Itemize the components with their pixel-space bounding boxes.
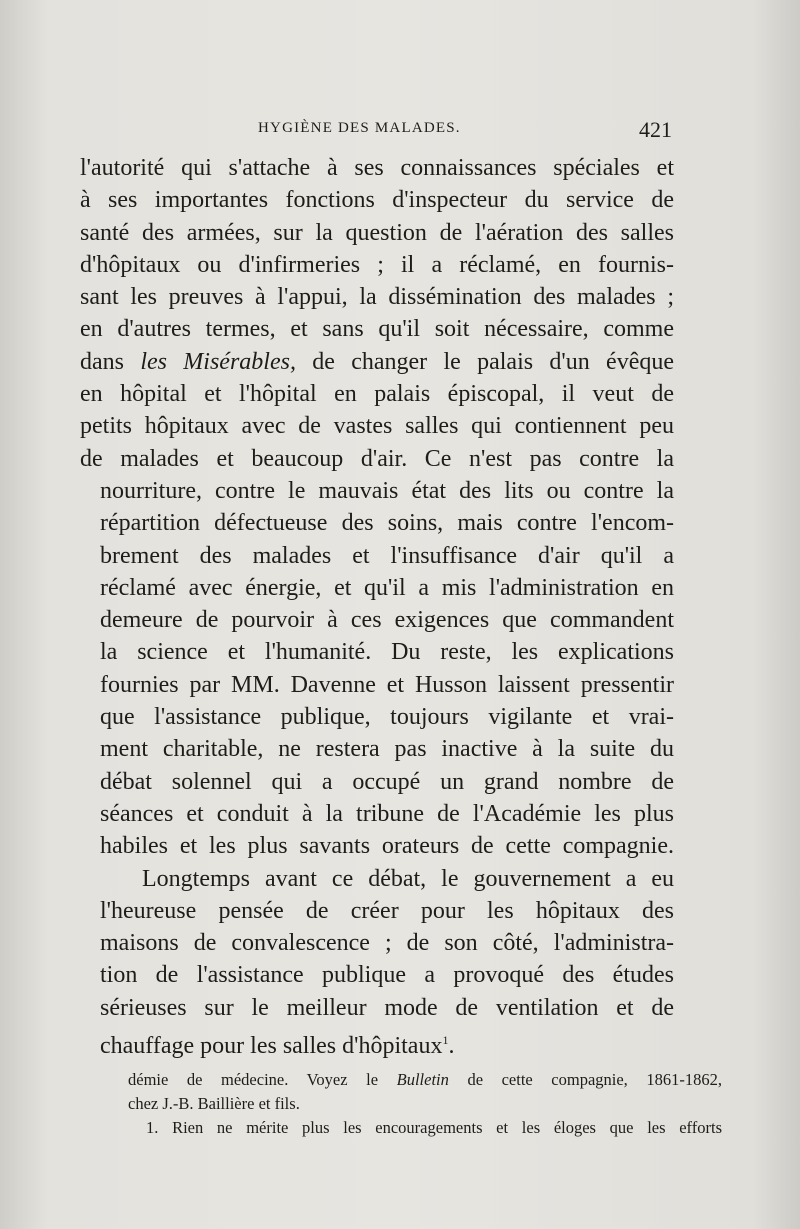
paragraph-start-line: Longtemps avant ce débat, le gouvernement a eu <box>142 865 674 892</box>
text-line: l'heureuse pensée de créer pour les hôpitaux des <box>100 897 674 924</box>
text-line: que l'assistance publique, toujours vigilante et vrai- <box>100 704 674 731</box>
text-line: brement des malades et l'insuffisance d'air qu'il a <box>100 542 674 569</box>
text-line: ment charitable, ne restera pas inactive à la suite du <box>100 736 674 763</box>
text-fragment: chauffage pour les salles d'hôpitaux <box>100 1033 443 1060</box>
text-line-with-italic <box>80 346 674 378</box>
text-fragment: . <box>448 1033 455 1060</box>
page-number: 421 <box>639 117 672 142</box>
text-fragment: démie de médecine. Voyez le <box>128 1070 397 1089</box>
text-line: en hôpital et l'hôpital en palais épiscopal, il veut de <box>80 381 674 408</box>
text-line: nourriture, contre le mauvais état des lits ou contre la <box>100 477 674 504</box>
text-line: réclamé avec énergie, et qu'il a mis l'administration en <box>100 574 674 601</box>
text-line: fournies par MM. Davenne et Husson laissent pressentir <box>100 671 674 698</box>
footnote-continuation-line: chez J.-B. Baillière et fils. <box>128 1094 300 1113</box>
text-line: à ses importantes fonctions d'inspecteur du service de <box>80 187 674 214</box>
page-header <box>80 117 672 145</box>
text-line: en d'autres termes, et sans qu'il soit nécessaire, comme <box>80 316 674 343</box>
text-fragment: de changer le palais d'un évêque <box>295 348 674 375</box>
footnote-reference[interactable]: 1 <box>442 1033 449 1048</box>
text-line: répartition défectueuse des soins, mais contre l'encom- <box>100 510 674 537</box>
text-line: tion de l'assistance publique a provoqué des études <box>100 962 674 989</box>
text-fragment: dans <box>80 348 141 375</box>
text-line: débat solennel qui a occupé un grand nombre de <box>100 768 674 795</box>
running-title: HYGIÈNE DES MALADES. <box>258 120 461 136</box>
text-line: sant les preuves à l'appui, la dissémination des malades ; <box>80 284 674 311</box>
text-line: demeure de pourvoir à ces exigences que commandent <box>100 607 674 634</box>
text-line: petits hôpitaux avec de vastes salles qui contiennent peu <box>80 413 674 440</box>
text-line: sérieuses sur le meilleur mode de ventilation et de <box>100 994 674 1021</box>
text-line: maisons de convalescence ; de son côté, l'administra- <box>100 930 674 957</box>
text-line: la science et l'humanité. Du reste, les explications <box>100 639 674 666</box>
footnote-continuation-line <box>128 1068 722 1092</box>
italic-title: les Misérables, <box>140 348 296 375</box>
footnote-1: 1. Rien ne mérite plus les encouragements et les éloges que les efforts <box>146 1118 722 1137</box>
text-line: de malades et beaucoup d'air. Ce n'est pas contre la <box>80 445 674 472</box>
text-line: séances et conduit à la tribune de l'Académie les plus <box>100 800 674 827</box>
text-line: l'autorité qui s'attache à ses connaissances spéciales et <box>80 155 674 181</box>
text-line: santé des armées, sur la question de l'aération des salles <box>80 219 674 246</box>
italic-title: Bulletin <box>396 1070 449 1089</box>
text-line: d'hôpitaux ou d'infirmeries ; il a réclamé, en fournis- <box>80 251 674 278</box>
body-text <box>80 152 674 1062</box>
footnotes <box>128 1068 722 1140</box>
text-fragment: de cette compagnie, 1861-1862, <box>448 1070 722 1089</box>
paragraph-end-line <box>80 1024 674 1062</box>
text-line: habiles et les plus savants orateurs de cette compagnie. <box>100 833 674 860</box>
